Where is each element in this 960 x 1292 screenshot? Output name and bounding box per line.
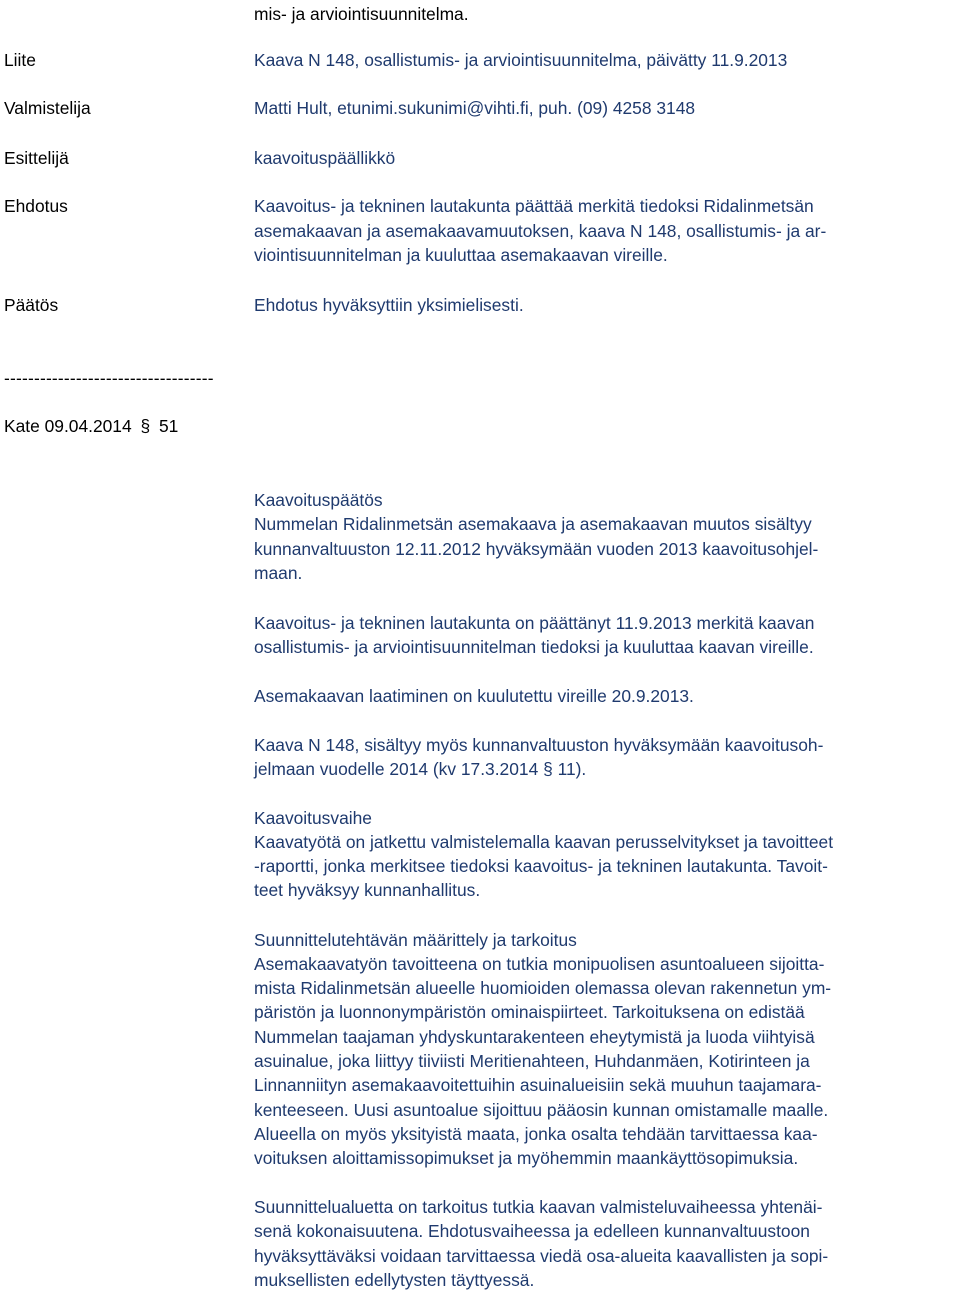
suunnittelualue-line: Suunnittelualuetta on tarkoitus tutkia kaavan valmisteluvaiheessa yhtenäi- <box>254 1197 823 1217</box>
liite-label: Liite <box>4 50 36 70</box>
esittelija-label: Esittelijä <box>4 148 69 168</box>
suunnittelu-line: päristön ja luonnonympäristön ominaispiirteet. Tarkoituksena on edistää <box>254 1002 805 1022</box>
suunnittelu-line: voituksen aloittamissopimukset ja myöhemmin maankäyttösopimuksia. <box>254 1148 799 1168</box>
suunnittelu-title: Suunnittelutehtävän määrittely ja tarkoitus <box>254 930 577 950</box>
suunnittelu-line: Alueella on myös yksityistä maata, jonka osalta tehdään tarvittaessa kaa- <box>254 1124 818 1144</box>
paatos-label: Päätös <box>4 295 59 315</box>
suunnittelu-line: Nummelan taajaman yhdyskuntarakenteen eheytymistä ja luoda viihtyisä <box>254 1027 815 1047</box>
ehdotus-line: Kaavoitus- ja tekninen lautakunta päättää merkitä tiedoksi Ridalinmetsän <box>254 196 814 216</box>
kaavoituspaatos-line: kunnanvaltuuston 12.11.2012 hyväksymään vuoden 2013 kaavoitusohjel- <box>254 539 819 559</box>
kaavoitusvaihe-line: Kaavatyötä on jatkettu valmistelemalla kaavan perusselvitykset ja tavoitteet <box>254 832 834 852</box>
ehdotus-label: Ehdotus <box>4 196 68 216</box>
suunnittelualue-line: hyväksyttäväksi voidaan tarvittaessa viedä osa-alueita kaavallisten ja sopi- <box>254 1246 829 1266</box>
divider: ----------------------------------- <box>4 368 214 388</box>
kate-heading <box>4 416 178 436</box>
kaavoituspaatos-title: Kaavoituspäätös <box>254 490 383 510</box>
kate-date: Kate 09.04.2014 <box>4 416 132 436</box>
kaavoitusvaihe-line: teet hyväksyy kunnanhallitus. <box>254 880 481 900</box>
kaavoituspaatos-line: Nummelan Ridalinmetsän asemakaava ja asemakaavan muutos sisältyy <box>254 514 812 534</box>
suunnittelu-line: kenteeseen. Uusi asuntoalue sijoittuu pääosin kunnan omistamalle maalle. <box>254 1100 829 1120</box>
suunnittelu-line: Linnanniityn asemakaavoitettuihin asuinalueisiin sekä muuhun taajamara- <box>254 1075 822 1095</box>
suunnittelu-line: asuinalue, joka liittyy tiiviisti Meritienahteen, Huhdanmäen, Kotirinteen ja <box>254 1051 810 1071</box>
kaavoitusvaihe-line: -raportti, jonka merkitsee tiedoksi kaavoitus- ja tekninen lautakunta. Tavoit- <box>254 856 828 876</box>
liite-value: Kaava N 148, osallistumis- ja arviointisuunnitelma, päivätty 11.9.2013 <box>254 50 788 70</box>
lautakunta-line: Kaavoitus- ja tekninen lautakunta on päättänyt 11.9.2013 merkitä kaavan <box>254 613 815 633</box>
valmistelija-label: Valmistelija <box>4 98 91 118</box>
top-line: mis- ja arviointisuunnitelma. <box>254 4 469 24</box>
section-sign: § <box>140 416 151 436</box>
ehdotus-line: viointisuunnitelman ja kuuluttaa asemakaavan vireille. <box>254 245 668 265</box>
valmistelija-value: Matti Hult, etunimi.sukunimi@vihti.fi, puh. (09) 4258 3148 <box>254 98 696 118</box>
kuulutettu: Asemakaavan laatiminen on kuulutettu vireille 20.9.2013. <box>254 686 694 706</box>
paatos-value: Ehdotus hyväksyttiin yksimielisesti. <box>254 295 524 315</box>
suunnittelualue-line: senä kokonaisuutena. Ehdotusvaiheessa ja edelleen kunnanvaltuustoon <box>254 1221 810 1241</box>
kaava-line: Kaava N 148, sisältyy myös kunnanvaltuuston hyväksymään kaavoitusoh- <box>254 735 824 755</box>
esittelija-value: kaavoituspäällikkö <box>254 148 396 168</box>
kaavoituspaatos-line: maan. <box>254 563 303 583</box>
kate-number: 51 <box>159 416 179 436</box>
ehdotus-line: asemakaavan ja asemakaavamuutoksen, kaava N 148, osallistumis- ja ar- <box>254 221 827 241</box>
lautakunta-line: osallistumis- ja arviointisuunnitelman tiedoksi ja kuuluttaa kaavan vireille. <box>254 637 814 657</box>
suunnittelualue-line: muksellisten edellytysten täyttyessä. <box>254 1270 535 1290</box>
kaava-line: jelmaan vuodelle 2014 (kv 17.3.2014 § 11). <box>254 759 587 779</box>
suunnittelu-line: mista Ridalinmetsän alueelle huomioiden olemassa olevan rakennetun ym- <box>254 978 832 998</box>
kaavoitusvaihe-title: Kaavoitusvaihe <box>254 808 372 828</box>
suunnittelu-line: Asemakaavatyön tavoitteena on tutkia monipuolisen asuntoalueen sijoitta- <box>254 954 825 974</box>
